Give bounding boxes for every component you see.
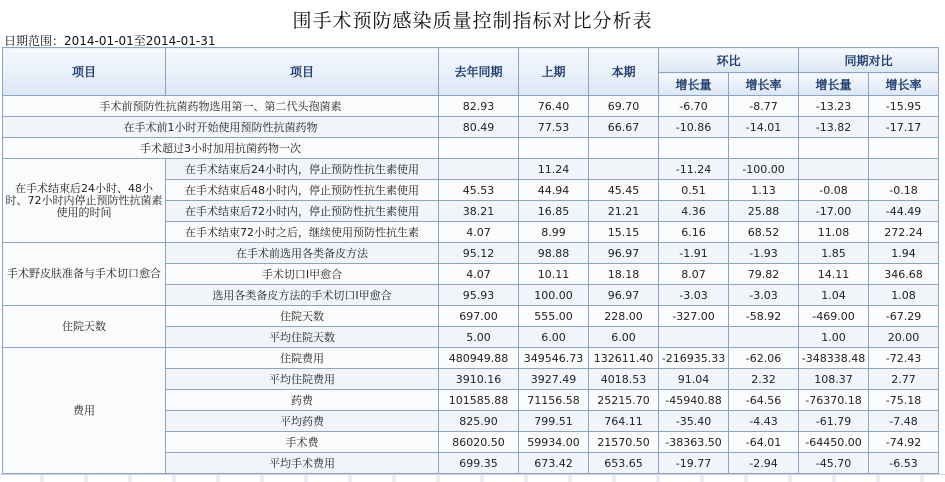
cell-last-period: 6.00 bbox=[519, 327, 589, 348]
cell-this-period: 45.45 bbox=[589, 180, 659, 201]
table-row bbox=[3, 138, 939, 159]
cell-this-period: 69.70 bbox=[589, 96, 659, 117]
cell-last-year: 480949.88 bbox=[439, 348, 519, 369]
cell-this-period: 96.97 bbox=[589, 285, 659, 306]
cell-mom-increase: -45940.88 bbox=[659, 390, 729, 411]
cell-last-year: 101585.88 bbox=[439, 390, 519, 411]
cell-yoy-rate: -0.18 bbox=[869, 180, 939, 201]
cell-yoy-increase: -348338.48 bbox=[799, 348, 869, 369]
cell-mom-rate: 68.52 bbox=[729, 222, 799, 243]
cell-mom-increase: -19.77 bbox=[659, 453, 729, 474]
header-last-period: 上期 bbox=[519, 48, 589, 96]
cell-yoy-increase: -64450.00 bbox=[799, 432, 869, 453]
cell-mom-rate: -8.77 bbox=[729, 96, 799, 117]
row-label: 在手术结束后48小时内，停止预防性抗生素使用 bbox=[166, 180, 439, 201]
cell-mom-rate bbox=[729, 138, 799, 159]
header-this-period: 本期 bbox=[589, 48, 659, 96]
cell-mom-increase: -35.40 bbox=[659, 411, 729, 432]
row-label: 手术切口Ⅰ甲愈合 bbox=[166, 264, 439, 285]
cell-this-period: 228.00 bbox=[589, 306, 659, 327]
cell-last-year: 82.93 bbox=[439, 96, 519, 117]
cell-last-period: 11.24 bbox=[519, 159, 589, 180]
cell-this-period: 764.11 bbox=[589, 411, 659, 432]
cell-mom-increase: -6.70 bbox=[659, 96, 729, 117]
cell-mom-increase: 4.36 bbox=[659, 201, 729, 222]
header-item-2: 项目 bbox=[166, 48, 439, 96]
row-label: 在手术结束后24小时内，停止预防性抗生素使用 bbox=[166, 159, 439, 180]
row-label: 手术超过3小时加用抗菌药物一次 bbox=[3, 138, 439, 159]
row-label: 选用各类备皮方法的手术切口Ⅰ甲愈合 bbox=[166, 285, 439, 306]
cell-mom-increase: -11.24 bbox=[659, 159, 729, 180]
header-last-year: 去年同期 bbox=[439, 48, 519, 96]
cell-mom-rate: 79.82 bbox=[729, 264, 799, 285]
cell-mom-increase: -1.91 bbox=[659, 243, 729, 264]
cell-mom-increase: 91.04 bbox=[659, 369, 729, 390]
header-item-1: 项目 bbox=[3, 48, 166, 96]
cell-this-period: 653.65 bbox=[589, 453, 659, 474]
cell-yoy-rate: -74.92 bbox=[869, 432, 939, 453]
cell-last-period: 98.88 bbox=[519, 243, 589, 264]
cell-mom-rate: -64.01 bbox=[729, 432, 799, 453]
cell-last-year bbox=[439, 138, 519, 159]
date-range-label: 日期范围： bbox=[4, 34, 65, 48]
cell-yoy-increase: 1.00 bbox=[799, 327, 869, 348]
cell-yoy-increase bbox=[799, 159, 869, 180]
table-row bbox=[3, 348, 939, 369]
cell-yoy-increase: -469.00 bbox=[799, 306, 869, 327]
cell-yoy-increase: 1.04 bbox=[799, 285, 869, 306]
cell-yoy-increase: -13.82 bbox=[799, 117, 869, 138]
header-yoy-increase: 增长量 bbox=[799, 73, 869, 96]
cell-last-year: 3910.16 bbox=[439, 369, 519, 390]
cell-mom-increase bbox=[659, 327, 729, 348]
cell-last-period: 349546.73 bbox=[519, 348, 589, 369]
cell-this-period: 21570.50 bbox=[589, 432, 659, 453]
row-label: 平均手术费用 bbox=[166, 453, 439, 474]
cell-yoy-increase: 1.85 bbox=[799, 243, 869, 264]
cell-last-year: 699.35 bbox=[439, 453, 519, 474]
cell-yoy-increase bbox=[799, 138, 869, 159]
row-label: 住院费用 bbox=[166, 348, 439, 369]
cell-yoy-increase: -0.08 bbox=[799, 180, 869, 201]
cell-yoy-rate: -44.49 bbox=[869, 201, 939, 222]
cell-last-year: 4.07 bbox=[439, 222, 519, 243]
header-mom-rate: 增长率 bbox=[729, 73, 799, 96]
cell-mom-increase: -38363.50 bbox=[659, 432, 729, 453]
cell-last-year: 825.90 bbox=[439, 411, 519, 432]
group-label: 住院天数 bbox=[3, 306, 166, 348]
row-label: 在手术前选用各类备皮方法 bbox=[166, 243, 439, 264]
cell-last-year: 95.12 bbox=[439, 243, 519, 264]
row-label: 平均药费 bbox=[166, 411, 439, 432]
cell-mom-rate: -4.43 bbox=[729, 411, 799, 432]
cell-this-period bbox=[589, 159, 659, 180]
table-row bbox=[3, 243, 939, 264]
cell-yoy-rate: -6.53 bbox=[869, 453, 939, 474]
group-label: 费用 bbox=[3, 348, 166, 474]
row-label: 手术费 bbox=[166, 432, 439, 453]
cell-mom-increase: -216935.33 bbox=[659, 348, 729, 369]
cell-last-year: 95.93 bbox=[439, 285, 519, 306]
cell-mom-increase: 6.16 bbox=[659, 222, 729, 243]
cell-mom-increase: -10.86 bbox=[659, 117, 729, 138]
cell-this-period: 96.97 bbox=[589, 243, 659, 264]
cell-yoy-rate: -75.18 bbox=[869, 390, 939, 411]
cell-yoy-rate: 1.94 bbox=[869, 243, 939, 264]
cell-last-period bbox=[519, 138, 589, 159]
cell-last-year: 86020.50 bbox=[439, 432, 519, 453]
cell-mom-rate: -58.92 bbox=[729, 306, 799, 327]
cell-this-period: 25215.70 bbox=[589, 390, 659, 411]
cell-last-period: 44.94 bbox=[519, 180, 589, 201]
cell-yoy-rate bbox=[869, 159, 939, 180]
cell-mom-rate: -62.06 bbox=[729, 348, 799, 369]
cell-last-period: 673.42 bbox=[519, 453, 589, 474]
row-label: 手术前预防性抗菌药物选用第一、第二代头孢菌素 bbox=[3, 96, 439, 117]
group-label: 在手术结束后24小时、48小时、72小时内停止预防性抗菌素使用的时间 bbox=[3, 159, 166, 243]
table-row bbox=[3, 96, 939, 117]
cell-this-period: 66.67 bbox=[589, 117, 659, 138]
row-label: 平均住院天数 bbox=[166, 327, 439, 348]
cell-last-period: 59934.00 bbox=[519, 432, 589, 453]
cell-this-period: 21.21 bbox=[589, 201, 659, 222]
comparison-table bbox=[2, 47, 939, 474]
cell-yoy-rate: 1.08 bbox=[869, 285, 939, 306]
group-label: 手术野皮肤准备与手术切口愈合 bbox=[3, 243, 166, 306]
cell-mom-rate: 25.88 bbox=[729, 201, 799, 222]
date-range-value: 2014-01-01至2014-01-31 bbox=[64, 34, 216, 48]
cell-mom-rate: 2.32 bbox=[729, 369, 799, 390]
row-label: 平均住院费用 bbox=[166, 369, 439, 390]
cell-yoy-increase: -17.00 bbox=[799, 201, 869, 222]
cell-mom-increase: 8.07 bbox=[659, 264, 729, 285]
cell-this-period: 18.18 bbox=[589, 264, 659, 285]
header-mom-increase: 增长量 bbox=[659, 73, 729, 96]
cell-last-period: 8.99 bbox=[519, 222, 589, 243]
cell-yoy-rate: 2.77 bbox=[869, 369, 939, 390]
cell-last-period: 100.00 bbox=[519, 285, 589, 306]
cell-mom-rate: -1.93 bbox=[729, 243, 799, 264]
cell-yoy-rate: -72.43 bbox=[869, 348, 939, 369]
cell-last-year: 38.21 bbox=[439, 201, 519, 222]
cell-this-period: 15.15 bbox=[589, 222, 659, 243]
cell-yoy-rate: -7.48 bbox=[869, 411, 939, 432]
cell-mom-increase: -3.03 bbox=[659, 285, 729, 306]
row-label: 在手术结束72小时之后，继续使用预防性抗生素 bbox=[166, 222, 439, 243]
cell-mom-rate: -3.03 bbox=[729, 285, 799, 306]
table-row bbox=[3, 159, 939, 180]
cell-last-year bbox=[439, 159, 519, 180]
cell-mom-rate: -64.56 bbox=[729, 390, 799, 411]
cell-mom-increase: -327.00 bbox=[659, 306, 729, 327]
row-label: 在手术结束后72小时内，停止预防性抗生素使用 bbox=[166, 201, 439, 222]
table-body bbox=[3, 96, 939, 474]
cell-mom-increase bbox=[659, 138, 729, 159]
cell-yoy-rate: 346.68 bbox=[869, 264, 939, 285]
cell-last-period: 77.53 bbox=[519, 117, 589, 138]
cell-mom-rate bbox=[729, 327, 799, 348]
row-label: 药费 bbox=[166, 390, 439, 411]
cell-yoy-rate bbox=[869, 138, 939, 159]
cell-yoy-rate: -67.29 bbox=[869, 306, 939, 327]
header-yoy: 同期对比 bbox=[799, 48, 939, 73]
cell-last-period: 799.51 bbox=[519, 411, 589, 432]
header-mom: 环比 bbox=[659, 48, 799, 73]
cell-last-period: 76.40 bbox=[519, 96, 589, 117]
cell-mom-rate: -100.00 bbox=[729, 159, 799, 180]
cell-last-period: 3927.49 bbox=[519, 369, 589, 390]
cell-last-year: 80.49 bbox=[439, 117, 519, 138]
cell-this-period: 6.00 bbox=[589, 327, 659, 348]
cell-last-year: 45.53 bbox=[439, 180, 519, 201]
cell-yoy-increase: -13.23 bbox=[799, 96, 869, 117]
cell-yoy-increase: -61.79 bbox=[799, 411, 869, 432]
cell-this-period: 4018.53 bbox=[589, 369, 659, 390]
cell-last-year: 5.00 bbox=[439, 327, 519, 348]
cell-mom-rate: -14.01 bbox=[729, 117, 799, 138]
cell-yoy-rate: -17.17 bbox=[869, 117, 939, 138]
report-title: 围手术预防感染质量控制指标对比分析表 bbox=[292, 10, 653, 32]
cell-this-period: 132611.40 bbox=[589, 348, 659, 369]
cell-yoy-increase: 14.11 bbox=[799, 264, 869, 285]
table-row bbox=[3, 306, 939, 327]
cell-yoy-rate: 20.00 bbox=[869, 327, 939, 348]
cell-yoy-increase: 108.37 bbox=[799, 369, 869, 390]
row-label: 住院天数 bbox=[166, 306, 439, 327]
cell-last-period: 16.85 bbox=[519, 201, 589, 222]
cell-mom-increase: 0.51 bbox=[659, 180, 729, 201]
cell-this-period bbox=[589, 138, 659, 159]
cell-yoy-increase: -45.70 bbox=[799, 453, 869, 474]
cell-last-year: 4.07 bbox=[439, 264, 519, 285]
row-label: 在手术前1小时开始使用预防性抗菌药物 bbox=[3, 117, 439, 138]
table-row bbox=[3, 117, 939, 138]
cell-yoy-increase: 11.08 bbox=[799, 222, 869, 243]
cell-yoy-rate: 272.24 bbox=[869, 222, 939, 243]
cell-last-period: 10.11 bbox=[519, 264, 589, 285]
cell-last-period: 555.00 bbox=[519, 306, 589, 327]
cell-last-year: 697.00 bbox=[439, 306, 519, 327]
header-yoy-rate: 增长率 bbox=[869, 73, 939, 96]
cell-yoy-increase: -76370.18 bbox=[799, 390, 869, 411]
cell-mom-rate: -2.94 bbox=[729, 453, 799, 474]
cell-last-period: 71156.58 bbox=[519, 390, 589, 411]
cell-yoy-rate: -15.95 bbox=[869, 96, 939, 117]
cell-mom-rate: 1.13 bbox=[729, 180, 799, 201]
